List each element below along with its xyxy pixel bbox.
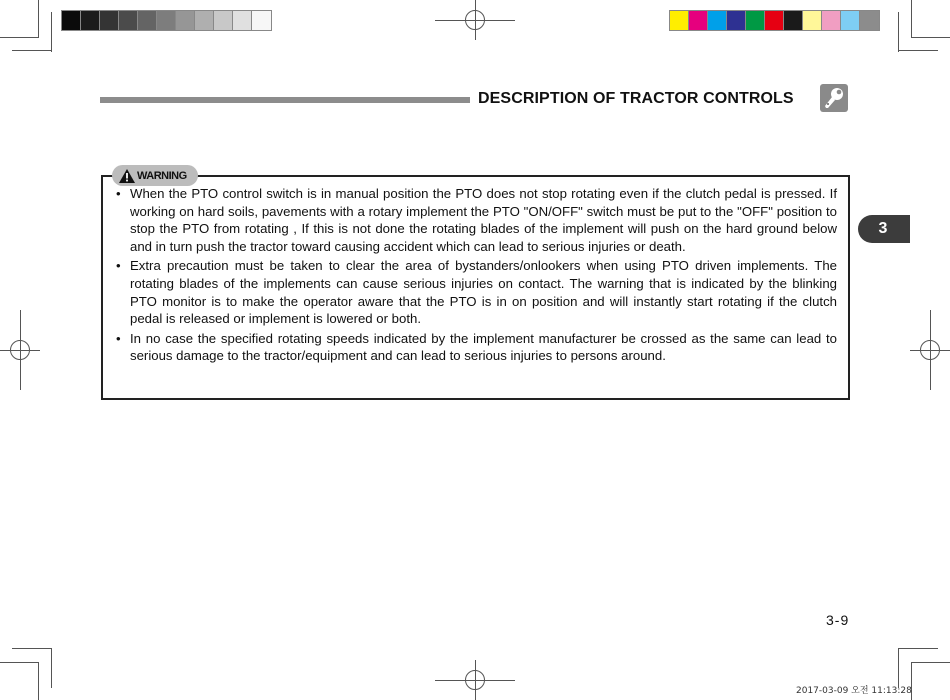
header-rule (100, 97, 470, 103)
grayscale-calibration-strip (61, 10, 272, 31)
calibration-swatch (138, 11, 157, 30)
calibration-swatch (157, 11, 176, 30)
warning-label: WARNING (137, 169, 187, 182)
print-timestamp: 2017-03-09 오전 11:13:28 (796, 686, 912, 696)
calibration-swatch (727, 11, 746, 30)
crop-mark (912, 37, 950, 38)
crop-mark (911, 0, 912, 38)
calibration-swatch (765, 11, 784, 30)
calibration-swatch (195, 11, 214, 30)
calibration-swatch (803, 11, 822, 30)
calibration-swatch (841, 11, 860, 30)
calibration-swatch (784, 11, 803, 30)
crop-mark (898, 648, 938, 649)
calibration-swatch (214, 11, 233, 30)
calibration-swatch (252, 11, 271, 30)
chapter-tab (858, 215, 910, 243)
chapter-number: 3 (878, 220, 888, 237)
warning-list (116, 185, 837, 367)
wrench-icon (820, 84, 848, 112)
warning-item: • In no case the specified rotating speeds indicated by the implement manufacturer be crossed as the same can lead to serious damage to the tractor/equipment and can lead to serious injuries to persons around. (116, 330, 837, 365)
warning-badge (112, 165, 198, 186)
page-title: DESCRIPTION OF TRACTOR CONTROLS (478, 90, 794, 107)
warning-triangle-icon (118, 168, 136, 184)
page-number: 3-9 (826, 612, 850, 628)
calibration-swatch (746, 11, 765, 30)
calibration-swatch (176, 11, 195, 30)
calibration-swatch (119, 11, 138, 30)
crop-mark (898, 648, 899, 688)
calibration-swatch (233, 11, 252, 30)
warning-item: • Extra precaution must be taken to clear the area of bystanders/onlookers when using PTO driven implements. The rotating blades of the implements can cause serious injuries on contact. The warning that is indicated by the blinking PTO monitor is to make the operator aware that the PTO is in on position and will instantly start rotating if the clutch pedal is released or implement is lowered or both. (116, 257, 837, 327)
crop-mark (912, 662, 950, 663)
crop-mark (898, 50, 938, 51)
crop-mark (12, 648, 52, 649)
crop-mark (12, 50, 52, 51)
calibration-swatch (708, 11, 727, 30)
calibration-swatch (670, 11, 689, 30)
calibration-swatch (822, 11, 841, 30)
crop-mark (51, 648, 52, 688)
crop-mark (38, 662, 39, 700)
color-calibration-strip (669, 10, 880, 31)
calibration-swatch (81, 11, 100, 30)
calibration-swatch (689, 11, 708, 30)
crop-mark (0, 662, 38, 663)
crop-mark (38, 0, 39, 38)
calibration-swatch (860, 11, 879, 30)
warning-item: • When the PTO control switch is in manual position the PTO does not stop rotating even if the clutch pedal is pressed. If working on hard soils, pavements with a rotary implement the PTO "ON/OFF" switch must be put to the "OFF" position to stop the PTO from rotating , If this is not done the rotating blades of the implement will push on the hard ground below and in turn push the tractor toward causing accident which can lead to serious injuries or death. (116, 185, 837, 255)
calibration-swatch (62, 11, 81, 30)
calibration-swatch (100, 11, 119, 30)
crop-mark (0, 37, 38, 38)
crop-mark (51, 12, 52, 52)
crop-mark (898, 12, 899, 52)
